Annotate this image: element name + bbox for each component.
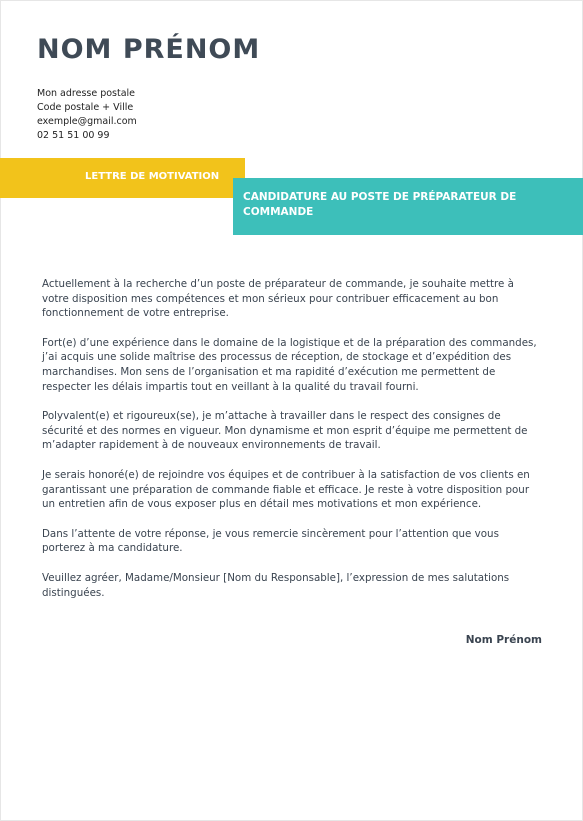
letter-paragraph: Actuellement à la recherche d’un poste de préparateur de commande, je souhaite mettre à votre disposition mes compétences et mon sérieux pour contribuer efficacement au bon fonctionnement de votre entreprise. bbox=[42, 278, 514, 320]
letter-paragraph: Dans l’attente de votre réponse, je vous remercie sincèrement pour l’attention que vous porterez à ma candidature. bbox=[42, 527, 499, 555]
signature: Nom Prénom bbox=[465, 634, 542, 646]
letter-paragraph: Fort(e) d’une expérience dans le domaine de la logistique et de la préparation des commandes, j’ai acquis une solide maîtrise des processus de réception, de stockage et d’expédition des marchandises. Mon sens de l’organisation et ma rapidité d’exécution me permettent de respecter les délais impartis tout en veillant à la qualité du travail fourni. bbox=[42, 336, 537, 393]
letter-body bbox=[42, 277, 542, 615]
postal-address: Mon adresse postale bbox=[37, 88, 136, 99]
postal-code-city: Code postale + Ville bbox=[37, 102, 134, 113]
letter-type-label: LETTRE DE MOTIVATION bbox=[85, 171, 220, 182]
letter-paragraph: Polyvalent(e) et rigoureux(se), je m’attache à travailler dans le respect des consignes de sécurité et des normes en vigueur. Mon dynamisme et mon esprit d’équipe me permettent de m’adapter rapidement à de nouveaux environnements de travail. bbox=[42, 410, 528, 452]
page-title: NOM PRÉNOM bbox=[37, 34, 261, 65]
email-address: exemple@gmail.com bbox=[37, 116, 137, 127]
letter-paragraph: Je serais honoré(e) de rejoindre vos équipes et de contribuer à la satisfaction de vos clients en garantissant une préparation de commande fiable et efficace. Je reste à votre disposition pour un entretien afin de vous exposer plus en détail mes motivations et mon expérience. bbox=[42, 468, 530, 511]
job-title-label: CANDIDATURE AU POSTE DE PRÉPARATEUR DE COMMANDE bbox=[243, 191, 517, 218]
phone-number: 02 51 51 00 99 bbox=[37, 130, 110, 141]
letter-paragraph: Veuillez agréer, Madame/Monsieur [Nom du Responsable], l’expression de mes salutations distinguées. bbox=[42, 571, 510, 599]
contact-block bbox=[37, 87, 137, 143]
